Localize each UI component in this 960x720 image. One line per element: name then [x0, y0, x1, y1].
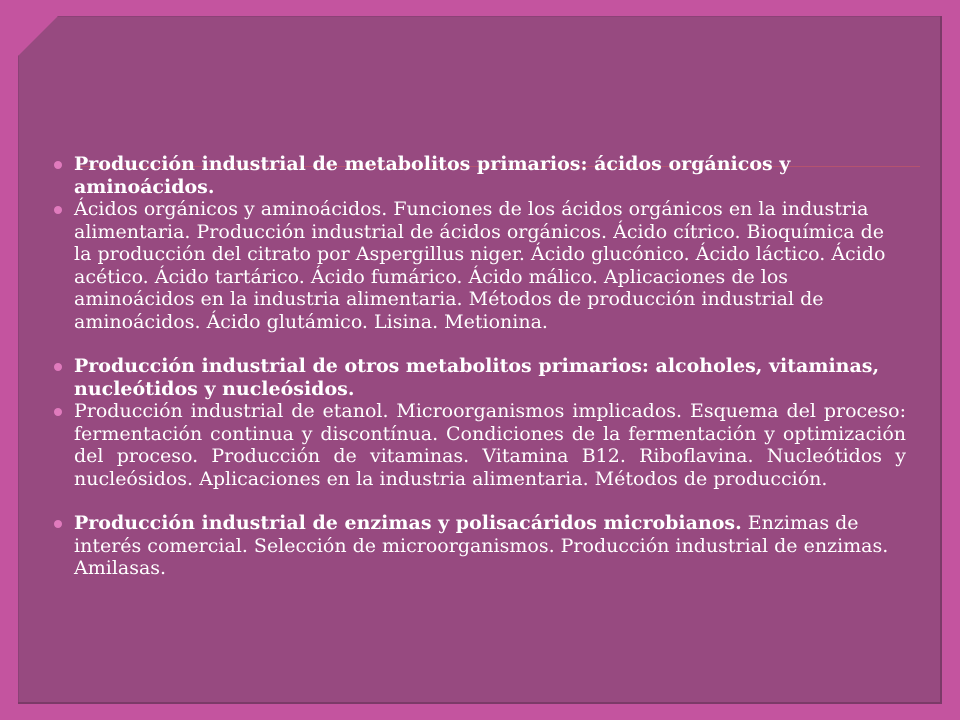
- bullet-icon: [54, 520, 62, 528]
- list-item: [54, 400, 906, 490]
- bullet-icon: [54, 161, 62, 169]
- bullet-icon: [54, 408, 62, 416]
- bullet-icon: [54, 363, 62, 371]
- section-body-enzymes: Enzimas de interés comercial. Selección de microorganismos. Producción industrial de enzimas. Amilasas.: [74, 512, 889, 579]
- list-item: [54, 512, 906, 580]
- section-enzymes: [74, 512, 906, 580]
- section-heading-other-metabolites: Producción industrial de otros metabolitos primarios: alcoholes, vitaminas, nucleótidos y nucleósidos.: [74, 355, 880, 400]
- section-body-ethanol: Producción industrial de etanol. Microorganismos implicados. Esquema del proceso: fermentación continua y discontínua. Condiciones de la fermentación y optimización del proceso. Producción de vitaminas. Vitamina B12. Riboflavina. Nucleótidos y nucleósidos. Aplicaciones en la industria alimentaria. Métodos de producción.: [74, 400, 906, 490]
- section-heading-enzymes: Producción industrial de enzimas y polisacáridos microbianos.: [74, 512, 742, 534]
- list-item: [54, 153, 906, 198]
- slide-content: [54, 153, 906, 580]
- section-heading-primary-metabolites: Producción industrial de metabolitos primarios: ácidos orgánicos y aminoácidos.: [74, 153, 791, 198]
- list-item: [54, 198, 906, 333]
- list-item: [54, 355, 906, 400]
- bullet-icon: [54, 206, 62, 214]
- section-body-organic-acids: Ácidos orgánicos y aminoácidos. Funciones de los ácidos orgánicos en la industria alimentaria. Producción industrial de ácidos orgánicos. Ácido cítrico. Bioquímica de la producción del citrato por Aspergillus niger. Ácido glucónico. Ácido láctico. Ácido acético. Ácido tartárico. Ácido fumárico. Ácido málico. Aplicaciones de los aminoácidos en la industria alimentaria. Métodos de producción industrial de aminoácidos. Ácido glutámico. Lisina. Metionina.: [74, 198, 886, 333]
